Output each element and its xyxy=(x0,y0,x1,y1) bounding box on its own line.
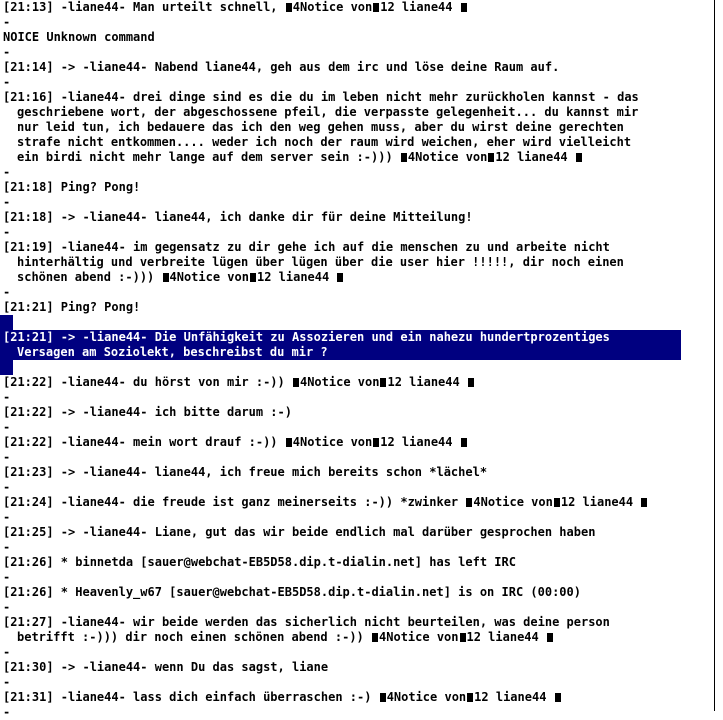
separator-line: - xyxy=(3,75,11,89)
message-text-line: nur leid tun, ich bedauere das ich den weg gehen muss, aber du wirst deine gerechten xyxy=(17,120,624,134)
chat-message-selected[interactable] xyxy=(0,330,681,360)
message-text-line: [21:21] Ping? Pong! xyxy=(3,300,141,314)
control-char-glyph xyxy=(380,693,386,702)
chat-message[interactable] xyxy=(0,525,715,540)
separator-line: - xyxy=(3,390,11,404)
message-text-line: [21:30] -> -liane44- wenn Du das sagst, liane xyxy=(3,660,329,674)
control-char-glyph xyxy=(461,438,467,447)
control-char-glyph xyxy=(286,438,292,447)
message-text-line: [21:22] -liane44- du hörst von mir :-)) 4Notice von 12 liane44 xyxy=(3,375,711,390)
message-text-line: [21:25] -> -liane44- Liane, gut das wir beide endlich mal darüber gesprochen haben xyxy=(3,525,596,539)
control-char-glyph xyxy=(373,438,379,447)
message-text-line: [21:19] -liane44- im gegensatz zu dir gehe ich auf die menschen zu und arbeite nicht xyxy=(3,240,610,254)
chat-message[interactable] xyxy=(0,60,715,75)
separator-line: - xyxy=(3,675,11,689)
message-text-line: betrifft :-))) dir noch einen schönen abend :-)) 4Notice von 12 liane44 xyxy=(3,630,711,645)
control-char-glyph xyxy=(337,273,343,282)
separator-line: - xyxy=(3,570,11,584)
separator-line: - xyxy=(3,705,11,719)
chat-message[interactable] xyxy=(0,690,715,705)
chat-message[interactable] xyxy=(0,585,715,600)
separator-line: - xyxy=(3,540,11,554)
control-char-glyph xyxy=(576,153,582,162)
chat-message[interactable] xyxy=(0,180,715,195)
message-text-line: [21:24] -liane44- die freude ist ganz meinerseits :-)) *zwinker 4Notice von 12 liane44 xyxy=(3,495,711,510)
separator-line: - xyxy=(3,480,11,494)
separator-line: - xyxy=(3,645,11,659)
control-char-glyph xyxy=(555,693,561,702)
separator-line: - xyxy=(3,45,11,59)
separator-line: - xyxy=(3,510,11,524)
separator-line: - xyxy=(3,225,11,239)
chat-message[interactable] xyxy=(0,435,715,450)
chat-message[interactable] xyxy=(0,0,715,15)
control-char-glyph xyxy=(250,273,256,282)
control-char-glyph xyxy=(488,153,494,162)
separator-line: - xyxy=(3,165,11,179)
chat-message[interactable] xyxy=(0,375,715,390)
message-text-line: [21:21] -> -liane44- Die Unfähigkeit zu Assozieren und ein nahezu hundertprozentiges xyxy=(3,330,610,344)
control-char-glyph xyxy=(372,633,378,642)
separator-line: - xyxy=(3,450,11,464)
chat-message[interactable] xyxy=(0,300,715,315)
control-char-glyph xyxy=(293,378,299,387)
control-char-glyph xyxy=(547,633,553,642)
chat-message[interactable] xyxy=(0,660,715,675)
control-char-glyph xyxy=(461,3,467,12)
control-char-glyph xyxy=(467,693,473,702)
control-char-glyph xyxy=(401,153,407,162)
message-text-line: [21:23] -> -liane44- liane44, ich freue mich bereits schon *lächel* xyxy=(3,465,488,479)
separator-line: - xyxy=(3,15,11,29)
control-char-glyph xyxy=(641,498,647,507)
message-text-line: [21:26] * binnetda [sauer@webchat-EB5D58.dip.t-dialin.net] has left IRC xyxy=(3,555,516,569)
control-char-glyph xyxy=(554,498,560,507)
message-text-line: NOICE Unknown command xyxy=(3,30,155,44)
control-char-glyph xyxy=(286,3,292,12)
message-text-line: Versagen am Soziolekt, beschreibst du mir ? xyxy=(17,345,328,359)
separator-line: - xyxy=(3,285,11,299)
control-char-glyph xyxy=(380,378,386,387)
separator-line: - xyxy=(3,420,11,434)
chat-message[interactable] xyxy=(0,30,715,45)
control-char-glyph xyxy=(163,273,169,282)
chat-message[interactable] xyxy=(0,90,715,165)
control-char-glyph xyxy=(468,378,474,387)
chat-message[interactable] xyxy=(0,615,715,645)
message-text-line: ein birdi nicht mehr lange auf dem server sein :-))) 4Notice von 12 liane44 xyxy=(3,150,711,165)
separator-line: - xyxy=(3,600,11,614)
message-text-line: [21:13] -liane44- Man urteilt schnell, 4Notice von 12 liane44 xyxy=(3,0,711,15)
message-text-line: [21:22] -liane44- mein wort drauf :-)) 4Notice von 12 liane44 xyxy=(3,435,711,450)
control-char-glyph xyxy=(466,498,472,507)
message-text-line: [21:31] -liane44- lass dich einfach überraschen :-) 4Notice von 12 liane44 xyxy=(3,690,711,705)
separator-line: - xyxy=(0,315,13,330)
chat-message[interactable] xyxy=(0,210,715,225)
chat-message[interactable] xyxy=(0,240,715,285)
message-text-line: [21:14] -> -liane44- Nabend liane44, geh aus dem irc und löse deine Raum auf. xyxy=(3,60,560,74)
separator-line: - xyxy=(3,195,11,209)
separator-line: - xyxy=(0,360,13,375)
control-char-glyph xyxy=(373,3,379,12)
message-text-line: strafe nicht entkommen.... weder ich noch der raum wird weichen, eher wird vielleicht xyxy=(17,135,632,149)
message-text-line: [21:26] * Heavenly_w67 [sauer@webchat-EB5D58.dip.t-dialin.net] is on IRC (00:00) xyxy=(3,585,581,599)
chat-message[interactable] xyxy=(0,555,715,570)
message-text-line: [21:22] -> -liane44- ich bitte darum :-) xyxy=(3,405,292,419)
message-text-line: schönen abend :-))) 4Notice von 12 liane44 xyxy=(3,270,711,285)
chat-message[interactable] xyxy=(0,495,715,510)
control-char-glyph xyxy=(460,633,466,642)
message-text-line: [21:18] Ping? Pong! xyxy=(3,180,141,194)
message-text-line: [21:18] -> -liane44- liane44, ich danke dir für deine Mitteilung! xyxy=(3,210,473,224)
chat-message[interactable] xyxy=(0,405,715,420)
message-text-line: [21:16] -liane44- drei dinge sind es die du im leben nicht mehr zurückholen kannst - das xyxy=(3,90,639,104)
message-text-line: [21:27] -liane44- wir beide werden das sicherlich nicht beurteilen, was deine person xyxy=(3,615,610,629)
window-border xyxy=(714,0,715,711)
message-text-line: hinterhältig und verbreite lügen über lügen über die user hier !!!!!, dir noch einen xyxy=(17,255,624,269)
chat-message[interactable] xyxy=(0,465,715,480)
message-text-line: geschriebene wort, der abgeschossene pfeil, die verpasste gelegenheit... du kannst mir xyxy=(17,105,639,119)
